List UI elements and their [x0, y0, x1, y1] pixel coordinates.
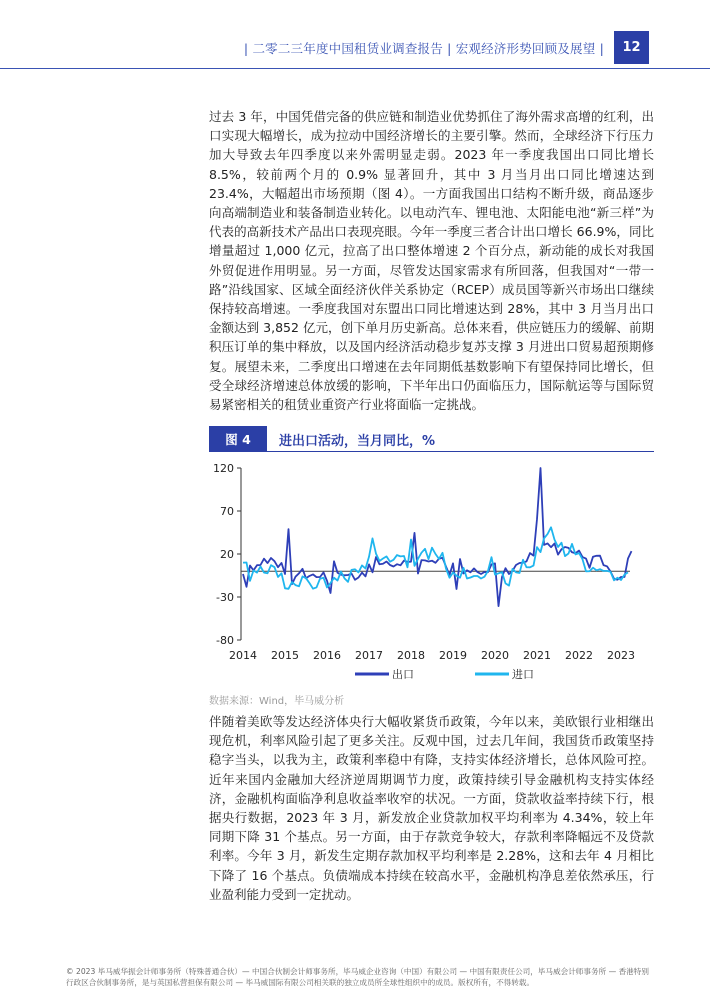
header-divider	[0, 68, 710, 69]
x-tick-label: 2014	[229, 649, 257, 662]
x-tick-label: 2022	[565, 649, 593, 662]
figure-title-underline	[209, 451, 654, 452]
figure-title: 进出口活动，当月同比，%	[279, 434, 436, 449]
x-tick-label: 2021	[523, 649, 551, 662]
chart-legend	[355, 667, 534, 681]
y-axis	[213, 462, 241, 647]
body-paragraph-1: 过去 3 年，中国凭借完备的供应链和制造业优势抓住了海外需求高增的红利，出口实现大幅增长，成为拉动中国经济增长的主要引擎。然而，全球经济下行压力加大导致去年四季度以来外需明显走弱。2023 年一季度我国出口同比增长 8.5%，较前两个月的 0.9% 显著回升，其中 3 月当月出口同比增速达到 23.4%，大幅超出市场预期（图 4）。一方面我国出口结构不断升级，商品逐步向高端制造业和装备制造业转化。以电动汽车、锂电池、太阳能电池“新三样”为代表的高新技术产品出口表现亮眼。今年一季度三者合计出口增长 66.9%，同比增量超过 1,000 亿元，拉高了出口整体增速 2 个百分点，新动能的成长对我国外贸促进作用明显。另一方面，尽管发达国家需求有所回落，但我国对“一带一路”沿线国家、区域全面经济伙伴关系协定（RCEP）成员国等新兴市场出口继续保持较高增速。一季度我国对东盟出口同比增速达到 28%，其中 3 月当月出口金额达到 3,852 亿元，创下单月历史新高。总体来看，供应链压力的缓解、前期积压订单的集中释放，以及国内经济活动稳步复苏支撑 3 月进出口贸易超预期修复。展望未来，二季度出口增速在去年同期低基数影响下有望保持同比增长，但受全球经济增速总体放缓的影响，下半年出口仍面临压力，国际航运等与国际贸易紧密相关的租赁业重资产行业将面临一定挑战。	[209, 109, 654, 413]
y-tick-label: 70	[220, 505, 234, 518]
legend-label-export: 出口	[392, 668, 414, 681]
series-layer	[243, 468, 632, 606]
x-tick-label: 2019	[439, 649, 467, 662]
y-tick-label: 120	[213, 462, 234, 475]
page-number-badge: 12	[614, 31, 649, 64]
x-tick-label: 2020	[481, 649, 509, 662]
x-tick-label: 2017	[355, 649, 383, 662]
page-header	[0, 0, 710, 70]
y-tick-label: 20	[220, 548, 234, 561]
series-line-import	[243, 527, 628, 589]
y-tick-label: -80	[216, 634, 234, 647]
x-tick-label: 2016	[313, 649, 341, 662]
x-tick-label: 2015	[271, 649, 299, 662]
figure-header	[209, 426, 654, 452]
legend-label-import: 进口	[512, 668, 534, 681]
figure-tag: 图 4	[209, 426, 267, 452]
series-line-export	[243, 468, 632, 606]
trade-yoy-line-chart	[205, 455, 645, 687]
x-tick-label: 2018	[397, 649, 425, 662]
body-paragraph-2: 伴随着美欧等发达经济体央行大幅收紧货币政策，今年以来，美欧银行业相继出现危机，利率风险引起了更多关注。反观中国，过去几年间，我国货币政策坚持稳字当头，以我为主，政策利率稳中有降，支持实体经济增长，总体风险可控。近年来国内金融加大经济逆周期调节力度，政策持续引导金融机构支持实体经济，金融机构面临净利息收益率收窄的状况。一方面，贷款收益率持续下行，根据央行数据，2023 年 3 月，新发放企业贷款加权平均利率为 4.34%，较上年同期下降 31 个基点。另一方面，由于存款竞争较大，存款利率降幅远不及贷款利率。今年 3 月，新发生定期存款加权平均利率是 2.28%，这和去年 4 月相比下降了 16 个基点。负债端成本持续在较高水平，金融机构净息差依然承压，行业盈利能力受到一定扰动。	[209, 714, 654, 902]
header-title: | 二零二三年度中国租赁业调查报告 | 宏观经济形势回顾及展望 |	[243, 41, 604, 56]
copyright-footer: © 2023 毕马威华振会计师事务所（特殊普通合伙）— 中国合伙制会计师事务所，毕马威企业咨询（中国）有限公司 — 中国有限责任公司，毕马威会计师事务所 — 香港特别行政区合伙制事务所，是与英国私营担保有限公司 — 毕马威国际有限公司相关联的独立成员所全球性组织中的成员。版权所有，不得转载。	[66, 967, 649, 987]
data-source-note: 数据来源：Wind，毕马威分析	[209, 696, 345, 707]
y-tick-label: -30	[216, 591, 234, 604]
x-tick-label: 2023	[607, 649, 635, 662]
